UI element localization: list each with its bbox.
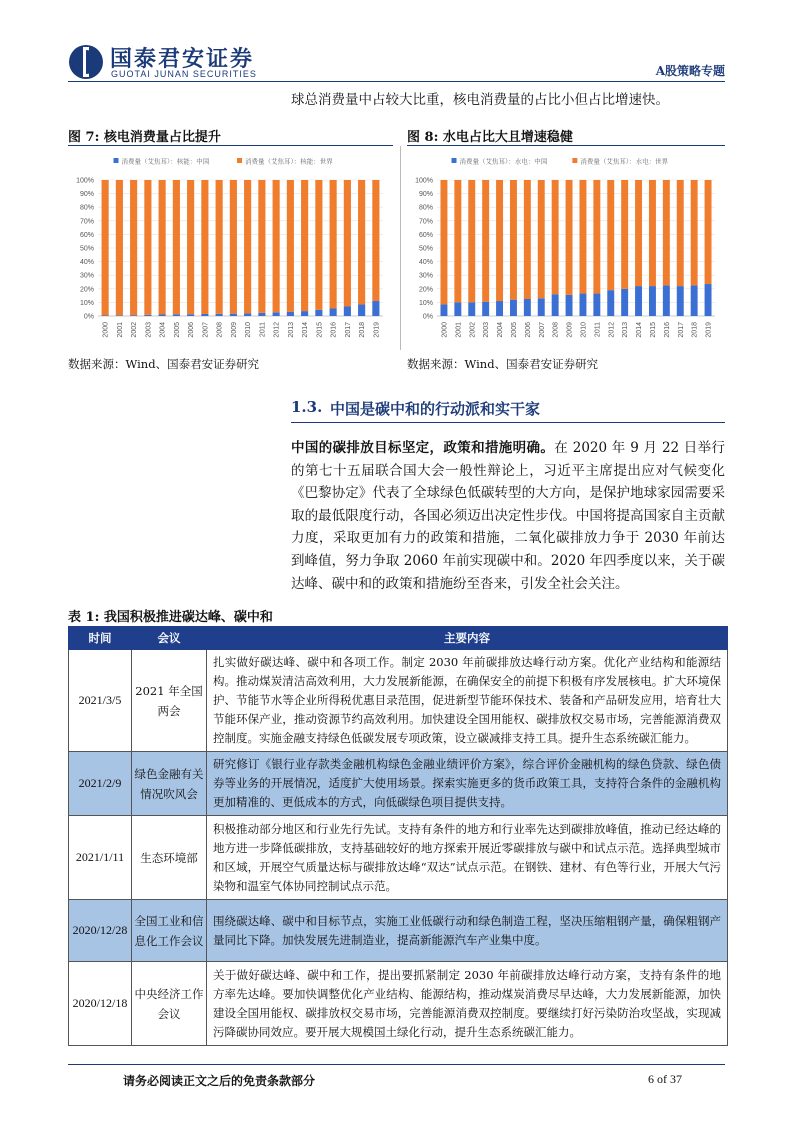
- bar-segment: [159, 315, 166, 316]
- bar-segment: [705, 180, 712, 284]
- table-row: [69, 650, 728, 752]
- bar-segment: [344, 180, 351, 306]
- y-tick-label: 90%: [79, 191, 94, 199]
- figure-divider: [400, 146, 401, 350]
- report-type: A股策略专题: [655, 64, 725, 78]
- figure-7-chart-svg: [68, 146, 393, 350]
- legend-label: 消费量（艾焦耳）：核能：中国: [121, 157, 210, 166]
- figure-8-source: 数据来源：Wind、国泰君安证券研究: [407, 357, 599, 371]
- x-tick-label: 2000: [102, 322, 110, 338]
- bar-segment: [372, 180, 379, 301]
- bar-segment: [593, 180, 600, 294]
- y-tick-label: 0%: [422, 313, 433, 321]
- x-tick-label: 2016: [330, 322, 338, 338]
- bar-segment: [273, 312, 280, 316]
- bar-segment: [607, 290, 614, 316]
- bar-segment: [258, 180, 265, 313]
- x-tick-label: 2010: [245, 322, 253, 338]
- company-logo-icon: [68, 44, 104, 80]
- bar-segment: [315, 180, 322, 310]
- bar-segment: [579, 180, 586, 294]
- row-date: 2021/2/9: [69, 752, 132, 816]
- x-tick-label: 2007: [538, 322, 546, 338]
- bar-segment: [496, 301, 503, 316]
- bar-segment: [440, 304, 447, 316]
- table-row: [69, 816, 728, 900]
- row-date: 2020/12/18: [69, 962, 132, 1046]
- company-name-cn: 国泰君安证券: [110, 47, 255, 72]
- x-tick-label: 2007: [202, 322, 210, 338]
- x-tick-label: 2000: [441, 322, 449, 338]
- row-date: 2021/3/5: [69, 650, 132, 752]
- bar-segment: [301, 180, 308, 311]
- paragraph-lead: 中国的碳排放目标坚定，政策和措施明确。: [291, 440, 555, 456]
- y-tick-label: 30%: [79, 272, 94, 280]
- figure-7-title: 图 7: 核电消费量占比提升: [68, 130, 221, 145]
- row-date: 2020/12/28: [69, 900, 132, 962]
- legend-label: 消费量（艾焦耳）：核能：世界: [245, 157, 333, 166]
- bar-segment: [621, 180, 628, 289]
- section-number: 1.3.: [291, 398, 323, 416]
- x-tick-label: 2005: [173, 322, 181, 338]
- bar-segment: [102, 180, 109, 315]
- bar-segment: [468, 302, 475, 316]
- bar-segment: [649, 180, 656, 286]
- row-content: 扎实做好碳达峰、碳中和各项工作。制定 2030 年前碳排放达峰行动方案。优化产业结构和能源结构。推动煤炭清洁高效利用，大力发展新能源，在确保安全的前提下积极有序发展核电。扩大环境保护、节能节水等企业所得税优惠目录范围，促进新型节能环保技术、装备和产品研发应用，培育壮大节能环保产业，推动资源节约高效利用。加快建设全国用能权、碳排放权交易市场，完善能源消费双控制度。实施金融支持绿色低碳发展专项政策，设立碳减排支持工具。提升生态系统碳汇能力。: [207, 650, 728, 752]
- bar-segment: [524, 180, 531, 299]
- x-tick-label: 2003: [483, 322, 491, 338]
- x-tick-label: 2008: [552, 322, 560, 338]
- x-tick-label: 2011: [594, 322, 602, 338]
- bar-segment: [691, 180, 698, 285]
- table-header-row: [69, 627, 728, 650]
- table-title: 表 1: 我国积极推进碳达峰、碳中和: [68, 610, 273, 625]
- bar-segment: [566, 295, 573, 316]
- figure-7-source: 数据来源：Wind、国泰君安证券研究: [68, 357, 260, 371]
- bar-segment: [440, 180, 447, 304]
- figure-8-title: 图 8: 水电占比大且增速稳健: [407, 130, 573, 145]
- bar-segment: [287, 312, 294, 316]
- bar-segment: [102, 315, 109, 316]
- bar-segment: [663, 285, 670, 316]
- bar-segment: [144, 315, 151, 316]
- bar-segment: [677, 286, 684, 316]
- x-tick-label: 2002: [131, 322, 139, 338]
- bar-segment: [482, 180, 489, 302]
- header-date: 时间: [69, 627, 132, 650]
- x-tick-label: 2001: [455, 322, 463, 338]
- row-meeting: 全国工业和信息化工作会议: [132, 900, 207, 962]
- bar-segment: [621, 289, 628, 316]
- bar-segment: [144, 180, 151, 315]
- section-paragraph: [291, 437, 725, 595]
- section-title: 中国是碳中和的行动派和实干家: [330, 400, 541, 418]
- bar-segment: [159, 180, 166, 315]
- legend-swatch: [114, 158, 119, 163]
- bar-segment: [677, 180, 684, 286]
- intro-line: 球总消费量中占较大比重，核电消费量的占比小但占比增速快。: [291, 92, 669, 108]
- row-meeting: 生态环境部: [132, 816, 207, 900]
- bar-segment: [468, 180, 475, 302]
- y-tick-label: 40%: [79, 259, 94, 267]
- x-tick-label: 2014: [302, 322, 310, 338]
- bar-segment: [358, 304, 365, 316]
- y-tick-label: 40%: [418, 259, 433, 267]
- row-meeting: 中央经济工作会议: [132, 962, 207, 1046]
- bar-segment: [691, 285, 698, 316]
- bar-segment: [482, 302, 489, 316]
- row-date: 2021/1/11: [69, 816, 132, 900]
- x-tick-label: 2012: [608, 322, 616, 338]
- y-tick-label: 20%: [418, 286, 433, 294]
- bar-segment: [244, 313, 251, 316]
- y-tick-label: 70%: [79, 218, 94, 226]
- y-tick-label: 80%: [79, 204, 94, 212]
- row-meeting: 2021 年全国两会: [132, 650, 207, 752]
- bar-segment: [130, 180, 137, 315]
- bar-segment: [510, 300, 517, 316]
- x-tick-label: 2013: [287, 322, 295, 338]
- x-tick-label: 2014: [636, 322, 644, 338]
- y-tick-label: 90%: [418, 191, 433, 199]
- bar-segment: [187, 180, 194, 314]
- x-tick-label: 2017: [677, 322, 685, 338]
- x-tick-label: 2010: [580, 322, 588, 338]
- x-tick-label: 2015: [649, 322, 657, 338]
- bar-segment: [607, 180, 614, 290]
- bar-segment: [454, 180, 461, 302]
- bar-segment: [201, 180, 208, 314]
- policy-table: [68, 626, 728, 1046]
- company-name-en: GUOTAI JUNAN SECURITIES: [111, 69, 257, 79]
- row-meeting: 绿色金融有关情况吹风会: [132, 752, 207, 816]
- paragraph-body: 在 2020 年 9 月 22 日举行的第七十五届联合国大会一般性辩论上，习近平主席提出应对气候变化《巴黎协定》代表了全球绿色低碳转型的大方向，是保护地球家园需要采取的最低限度行动，各国必须迈出决定性步伐。中国将提高国家自主贡献力度，采取更加有力的政策和措施，二氧化碳排放力争于 2030 年前达到峰值，努力争取 2060 年前实现碳中和。2020 年四季度以来，关于碳达峰、碳中和的政策和措施纷至沓来，引发全社会关注。: [291, 440, 726, 592]
- x-tick-label: 2005: [510, 322, 518, 338]
- x-tick-label: 2019: [373, 322, 381, 338]
- bar-segment: [230, 314, 237, 316]
- x-tick-label: 2002: [469, 322, 477, 338]
- bar-segment: [173, 180, 180, 314]
- bar-segment: [287, 180, 294, 312]
- y-tick-label: 50%: [79, 245, 94, 253]
- bar-segment: [579, 294, 586, 316]
- x-tick-label: 2006: [524, 322, 532, 338]
- legend-swatch: [237, 158, 242, 163]
- bar-segment: [552, 180, 559, 294]
- x-tick-label: 2001: [116, 322, 124, 338]
- bar-segment: [593, 294, 600, 316]
- legend-label: 消费量（艾焦耳）：水电：中国: [459, 157, 548, 166]
- bar-segment: [130, 315, 137, 316]
- x-tick-label: 2004: [159, 322, 167, 338]
- bar-segment: [510, 180, 517, 300]
- figure-8-chart-svg: [407, 146, 725, 350]
- y-tick-label: 30%: [418, 272, 433, 280]
- bar-segment: [216, 180, 223, 314]
- y-tick-label: 20%: [79, 286, 94, 294]
- bar-segment: [496, 180, 503, 301]
- y-tick-label: 100%: [76, 177, 94, 185]
- x-tick-label: 2003: [145, 322, 153, 338]
- header-content: 主要内容: [207, 627, 728, 650]
- bar-segment: [635, 180, 642, 286]
- x-tick-label: 2006: [188, 322, 196, 338]
- bar-segment: [216, 314, 223, 316]
- row-content: 关于做好碳达峰、碳中和工作，提出要抓紧制定 2030 年前碳排放达峰行动方案，支持有条件的地方率先达峰。要加快调整优化产业结构、能源结构，推动煤炭消费尽早达峰，大力发展新能源，加快建设全国用能权、碳排放权交易市场，完善能源消费双控制度。要继续打好污染防治攻坚战，实现减污降碳协同效应。要开展大规模国土绿化行动，提升生态系统碳汇能力。: [207, 962, 728, 1046]
- table-row: [69, 962, 728, 1046]
- bar-segment: [187, 314, 194, 316]
- page-number: 6 of 37: [648, 1072, 682, 1086]
- legend-swatch: [452, 158, 457, 163]
- header-divider: [68, 81, 725, 82]
- x-tick-label: 2018: [691, 322, 699, 338]
- x-tick-label: 2015: [316, 322, 324, 338]
- y-tick-label: 10%: [79, 299, 94, 307]
- bar-segment: [538, 298, 545, 316]
- x-tick-label: 2019: [705, 322, 713, 338]
- bar-segment: [330, 309, 337, 316]
- bar-segment: [663, 180, 670, 285]
- y-tick-label: 60%: [418, 231, 433, 239]
- y-tick-label: 70%: [418, 218, 433, 226]
- header-meeting: 会议: [132, 627, 207, 650]
- y-tick-label: 100%: [415, 177, 433, 185]
- bar-segment: [552, 294, 559, 316]
- bar-segment: [524, 299, 531, 316]
- bar-segment: [538, 180, 545, 298]
- bar-segment: [273, 180, 280, 312]
- bar-segment: [344, 306, 351, 316]
- x-tick-label: 2004: [497, 322, 505, 338]
- bar-segment: [315, 310, 322, 316]
- y-tick-label: 10%: [418, 299, 433, 307]
- x-tick-label: 2011: [259, 322, 267, 338]
- legend-label: 消费量（艾焦耳）：水电：世界: [580, 157, 669, 166]
- disclaimer-note: 请务必阅读正文之后的免责条款部分: [123, 1074, 316, 1088]
- y-tick-label: 0%: [83, 313, 94, 321]
- bar-segment: [358, 180, 365, 304]
- y-tick-label: 50%: [418, 245, 433, 253]
- x-tick-label: 2017: [344, 322, 352, 338]
- y-tick-label: 80%: [418, 204, 433, 212]
- bar-segment: [454, 302, 461, 316]
- row-content: 积极推动部分地区和行业先行先试。支持有条件的地方和行业率先达到碳排放峰值，推动已经达峰的地方进一步降低碳排放，支持基础较好的地方探索开展近零碳排放与碳中和试点示范。选择典型城市和区域，开展空气质量达标与碳排放达峰“双达”试点示范。在钢铁、建材、有色等行业，开展大气污染物和温室气体协同控制试点示范。: [207, 816, 728, 900]
- bar-segment: [330, 180, 337, 309]
- figure-7-chart: [68, 146, 393, 350]
- footer-divider: [68, 1064, 725, 1065]
- x-tick-label: 2008: [216, 322, 224, 338]
- bar-segment: [301, 311, 308, 316]
- bar-segment: [230, 180, 237, 314]
- legend-swatch: [572, 158, 577, 163]
- bar-segment: [244, 180, 251, 313]
- bar-segment: [201, 314, 208, 316]
- table-row: [69, 752, 728, 816]
- bar-segment: [635, 286, 642, 316]
- x-tick-label: 2009: [230, 322, 238, 338]
- bar-segment: [372, 301, 379, 316]
- bar-segment: [705, 284, 712, 316]
- x-tick-label: 2018: [359, 322, 367, 338]
- bar-segment: [173, 314, 180, 316]
- x-tick-label: 2013: [622, 322, 630, 338]
- bar-segment: [566, 180, 573, 295]
- bar-segment: [649, 286, 656, 316]
- bar-segment: [116, 315, 123, 316]
- table-row: [69, 900, 728, 962]
- x-tick-label: 2016: [663, 322, 671, 338]
- bar-segment: [116, 180, 123, 315]
- bar-segment: [258, 313, 265, 316]
- section-rule: [291, 422, 725, 423]
- row-content: 围绕碳达峰、碳中和目标节点，实施工业低碳行动和绿色制造工程，坚决压缩粗钢产量，确保粗钢产量同比下降。加快发展先进制造业，提高新能源汽车产业集中度。: [207, 900, 728, 962]
- y-tick-label: 60%: [79, 231, 94, 239]
- figure-8-chart: [407, 146, 725, 350]
- x-tick-label: 2012: [273, 322, 281, 338]
- row-content: 研究修订《银行业存款类金融机构绿色金融业绩评价方案》，综合评价金融机构的绿色贷款、绿色债券等业务的开展情况，适度扩大使用场景。探索实施更多的货币政策工具，支持符合条件的金融机构更加精准的、更低成本的方式，向低碳绿色项目提供支持。: [207, 752, 728, 816]
- x-tick-label: 2009: [566, 322, 574, 338]
